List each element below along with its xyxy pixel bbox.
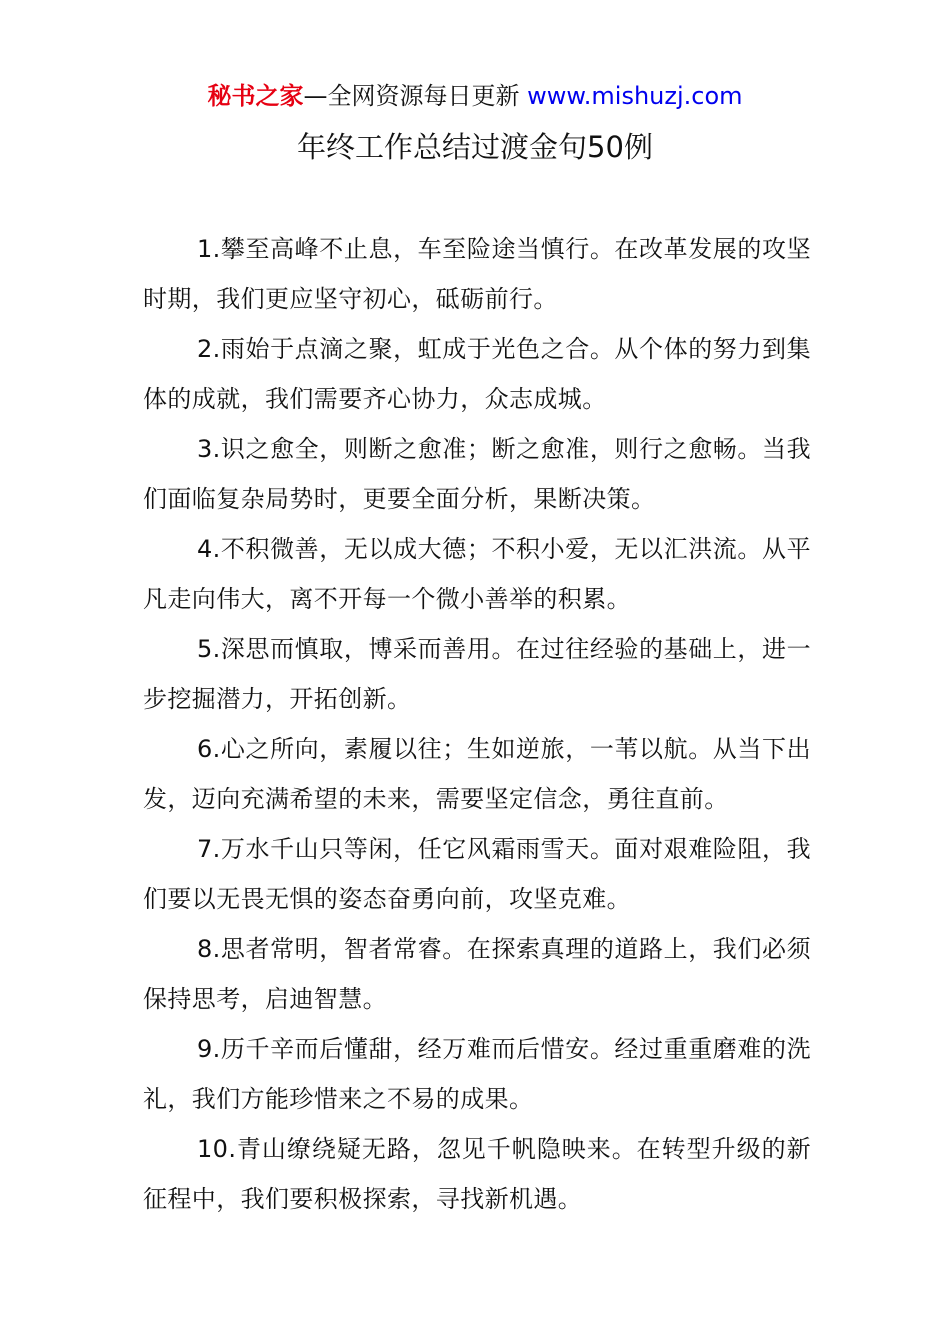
- quote-paragraph-7: 7.万水千山只等闲，任它风霜雨雪天。面对艰难险阻，我们要以无畏无惧的姿态奋勇向前，攻坚克难。: [143, 835, 811, 913]
- quote-paragraph-10: 10.青山缭绕疑无路，忽见千帆隐映来。在转型升级的新征程中，我们要积极探索，寻找新机遇。: [143, 1135, 811, 1213]
- site-header: [0, 80, 950, 112]
- site-url-link[interactable]: www.mishuzj.com: [527, 82, 743, 110]
- quote-paragraph-6: 6.心之所向，素履以往；生如逆旅，一苇以航。从当下出发，迈向充满希望的未来，需要坚定信念，勇往直前。: [143, 735, 811, 813]
- quote-paragraph-3: 3.识之愈全，则断之愈准；断之愈准，则行之愈畅。当我们面临复杂局势时，更要全面分析，果断决策。: [143, 435, 811, 513]
- quote-paragraph-2: 2.雨始于点滴之聚，虹成于光色之合。从个体的努力到集体的成就，我们需要齐心协力，众志成城。: [143, 335, 811, 413]
- quote-paragraph-8: 8.思者常明，智者常睿。在探索真理的道路上，我们必须保持思考，启迪智慧。: [143, 935, 811, 1013]
- document-title: 年终工作总结过渡金句50例: [297, 130, 653, 164]
- quote-paragraph-9: 9.历千辛而后懂甜，经万难而后惜安。经过重重磨难的洗礼，我们方能珍惜来之不易的成果。: [143, 1035, 811, 1113]
- quote-paragraph-5: 5.深思而慎取，博采而善用。在过往经验的基础上，进一步挖掘潜力，开拓创新。: [143, 635, 811, 713]
- quote-paragraph-4: 4.不积微善，无以成大德；不积小爱，无以汇洪流。从平凡走向伟大，离不开每一个微小善举的积累。: [143, 535, 811, 613]
- quote-paragraph-1: 1.攀至高峰不止息，车至险途当慎行。在改革发展的攻坚时期，我们更应坚守初心，砥砺前行。: [143, 235, 811, 313]
- site-brand: 秘书之家: [207, 82, 304, 110]
- site-tagline: —全网资源每日更新: [303, 82, 528, 110]
- document-body: [143, 224, 811, 1224]
